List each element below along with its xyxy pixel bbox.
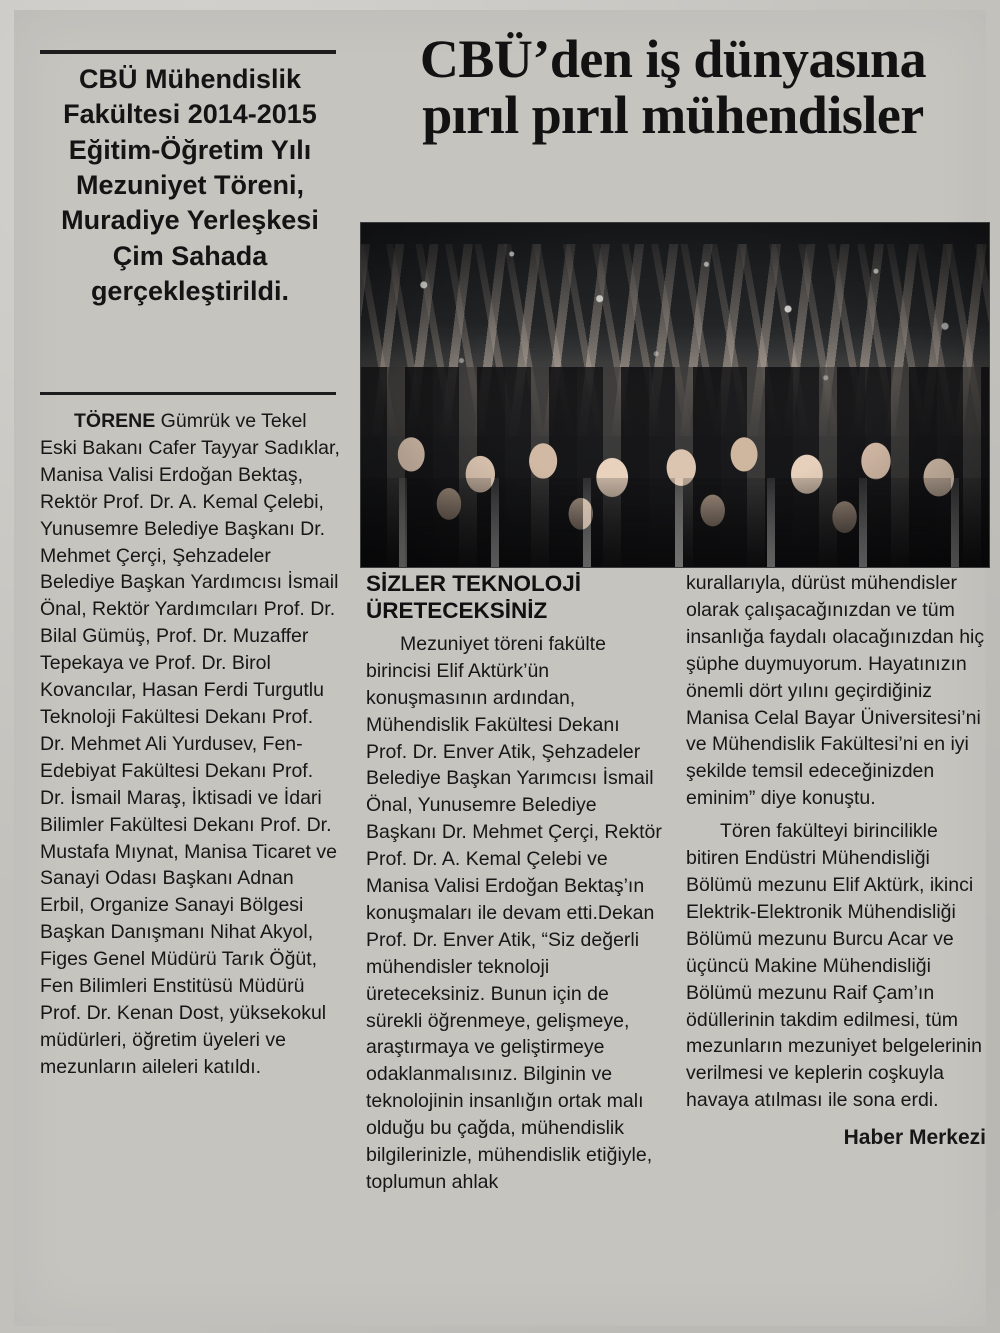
kicker-text: CBÜ Mühendislik Fakültesi 2014-2015 Eğitim-Öğretim Yılı Mezuniyet Töreni, Muradiye Yerleşkesi Çim Sahada gerçekleştirildi.: [61, 64, 319, 307]
column1-body: Gümrük ve Tekel Eski Bakanı Cafer Tayyar Sadıklar, Manisa Valisi Erdoğan Bektaş, Rektör Prof. Dr. A. Kemal Çelebi, Yunusemre Belediye Başkanı Dr. Mehmet Çerçi, Şehzadeler Belediye Başkan Yardımcısı İsmail Önal, Rektör Yardımcıları Prof. Dr. Bilal Gümüş, Prof. Dr. Muzaffer Tepekaya ve Prof. Dr. Birol Kovancılar, Hasan Ferdi Turgutlu Teknoloji Fakültesi Dekanı Prof. Dr. Mehmet Ali Yurdusev, Fen-Edebiyat Fakültesi Dekanı Prof. Dr. İsmail Maraş, İktisadi ve İdari Bilimler Fakültesi Dekanı Prof. Dr. Mustafa Mıynat, Manisa Ticaret ve Sanayi Odası Başkanı Adnan Erbil, Organize Sanayi Bölgesi Başkan Danışmanı Nihat Akyol, Figes Genel Müdürü Tarık Öğüt, Fen Bilimleri Enstitüsü Müdürü Prof. Dr. Kenan Dost, yüksekokul müdürleri, öğretim üyeleri ve mezunların aileleri katıldı.: [40, 410, 340, 1078]
column1-lead: TÖRENE: [74, 410, 156, 432]
headline-line-1: CBÜ’den iş dünyasına: [419, 29, 927, 89]
column2-paragraph: Mezuniyet töreni fakülte birincisi Elif Aktürk’ün konuşmasının ardından, Mühendislik Fakültesi Dekanı Prof. Dr. Enver Atik, Şehzadeler Belediye Başkan Yarımcısı İsmail Önal, Yunusemre Belediye Başkanı Dr. Mehmet Çerçi, Rektör Prof. Dr. A. Kemal Çelebi ve Manisa Valisi Erdoğan Bektaş’ın konuşmaları ile devam etti.Dekan Prof. Dr. Enver Atik, “Siz değerli mühendisler teknoloji üreteceksiniz. Bunun için de sürekli öğrenmeye, gelişmeye, araştırmaya ve geliştirmeye odaklanmalısınız. Bilginin ve teknolojinin insanlığın ortak malı olduğu bu çağda, mühendislik bilgilerinizle, mühendislik etiğiyle, toplumun ahlak: [366, 632, 662, 1193]
byline: Haber Merkezi: [843, 1126, 986, 1150]
column1-paragraph: [40, 408, 342, 1081]
article-column-3: [686, 570, 986, 1153]
page-title: [358, 29, 988, 145]
photo-vignette: [361, 223, 989, 567]
divider-middle: [40, 392, 336, 395]
paper-sheet: [14, 10, 986, 1326]
graduation-photo: [360, 222, 990, 568]
divider-top: [40, 50, 336, 54]
section-subhead: SİZLER TEKNOLOJİ ÜRETECEKSİNİZ: [366, 571, 582, 624]
article-column-2: [366, 570, 664, 1196]
column3-paragraph-2: Tören fakülteyi birincilikle bitiren Endüstri Mühendisliği Bölümü mezunu Elif Aktürk, ikinci Elektrik-Elektronik Mühendisliği Bölümü mezunu Burcu Acar ve üçüncü Makine Mühendisliği Bölümü mezunu Raif Çam’ın ödüllerinin takdim edilmesi, tüm mezunların mezuniyet belgelerinin verilmesi ve keplerin coşkuyla havaya atılması ile sona erdi.: [686, 820, 982, 1112]
article-column-1: [40, 408, 342, 1081]
headline-line-2: pırıl pırıl mühendisler: [422, 84, 924, 145]
column3-paragraph-1: kurallarıyla, dürüst mühendisler olarak çalışacağınızdan ve tüm insanlığa faydalı olacağınızdan hiç şüphe duymuyorum. Hayatınızın önemli dört yılını geçirdiğiniz Manisa Celal Bayar Üniversitesi’ni ve Mühendislik Fakültesi’ni en iyi şekilde temsil edeceğinizden eminim” diye konuştu.: [686, 572, 985, 810]
